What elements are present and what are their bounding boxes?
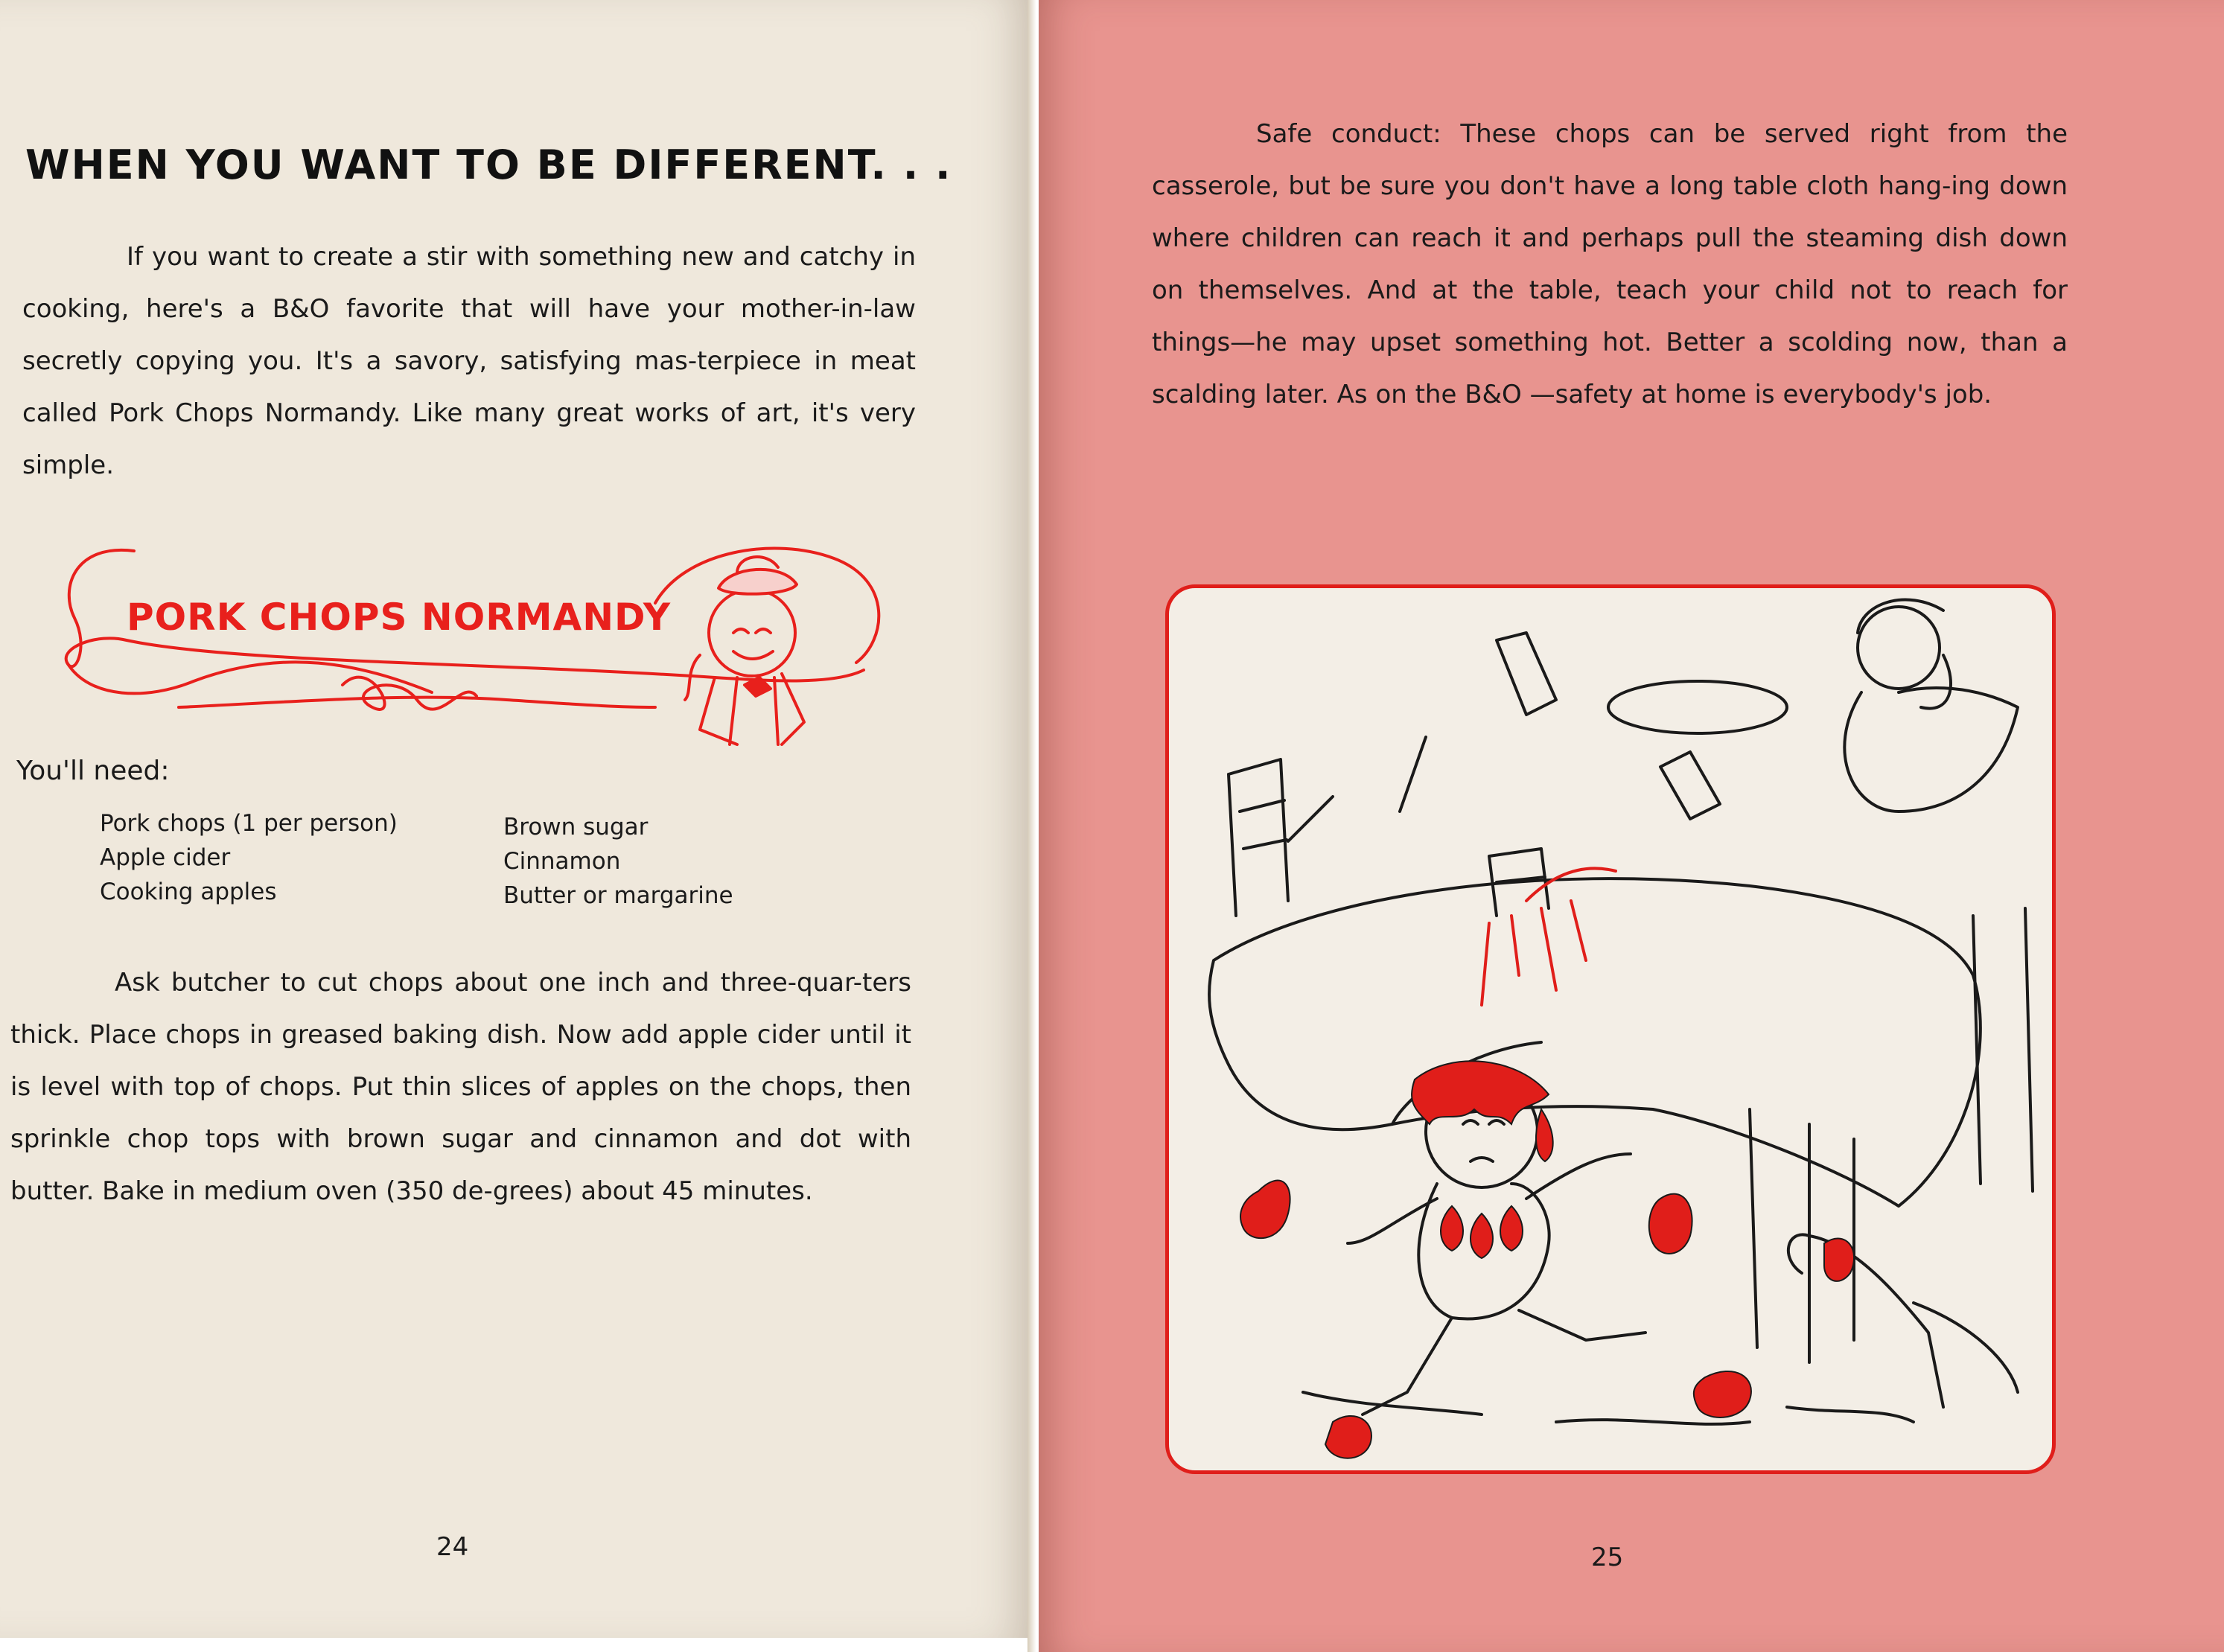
flying-chop-3 xyxy=(1824,1239,1854,1281)
flying-can xyxy=(1497,633,1556,715)
gravy-drip-1 xyxy=(1441,1206,1463,1251)
woman-body xyxy=(1844,688,2018,811)
red-motion-line-3 xyxy=(1541,908,1556,990)
flying-plate xyxy=(1608,681,1787,733)
dog xyxy=(1788,1234,2018,1407)
page-number-right: 25 xyxy=(1591,1543,1624,1572)
red-motion-line-1 xyxy=(1482,923,1489,1005)
flying-fork xyxy=(1400,737,1426,811)
chair-left xyxy=(1229,759,1288,916)
tablecloth xyxy=(1209,878,1981,1206)
ingredients-column-2 xyxy=(503,810,733,913)
red-motion-line-2 xyxy=(1511,916,1519,975)
ingredient-item: Brown sugar xyxy=(503,814,649,841)
gravy-drip-2 xyxy=(1471,1214,1493,1258)
gravy-splash xyxy=(1412,1061,1549,1124)
safety-paragraph: Safe conduct: These chops can be served right from the casserole, but be sure you don't have a long table cloth hang-ing down where children can reach it and perhaps pull the steaming dish down on themselves. And at the table, teach your child not to reach for things—he may upset something hot. Better a scolding now, than a scalding later. As on the B&O —safety at home is everybody's job. xyxy=(1152,119,2068,409)
gravy-drip-4 xyxy=(1536,1109,1553,1161)
flourish-knot xyxy=(342,677,477,709)
chef-hat-swirl xyxy=(655,549,879,663)
recipe-title: PORK CHOPS NORMANDY xyxy=(127,596,672,639)
red-spill-arc xyxy=(1526,868,1616,901)
floor-chop xyxy=(1325,1416,1371,1458)
you-need-label: You'll need: xyxy=(16,756,170,786)
kitchen-accident-drawing xyxy=(1169,588,2052,1470)
ingredient-item: Pork chops (1 per person) xyxy=(100,810,398,837)
ingredient-item: Cooking apples xyxy=(100,878,277,905)
boy-face xyxy=(1463,1120,1504,1161)
intro-paragraph: If you want to create a stir with something new and catchy in cooking, here's a B&O favorite that will have your mother-in-law secretly copying you. It's a savory, satisfying mas-terpiece in meat called Pork Chops Normandy. Like many great works of art, it's very simple. xyxy=(22,242,916,480)
flying-chop-1 xyxy=(1240,1181,1290,1239)
red-motion-line-4 xyxy=(1571,901,1586,960)
ingredient-item: Butter or margarine xyxy=(503,882,733,909)
woman-head xyxy=(1858,607,1940,689)
page-headline: WHEN YOU WANT TO BE DIFFERENT. . . xyxy=(25,141,952,188)
flying-cup xyxy=(1660,752,1720,819)
flying-chop-2 xyxy=(1649,1194,1692,1254)
flying-spoon xyxy=(1288,797,1333,841)
boy-legs xyxy=(1363,1310,1645,1415)
page-number-left: 24 xyxy=(436,1532,469,1562)
left-page xyxy=(0,0,1027,1638)
gravy-drip-3 xyxy=(1500,1206,1523,1251)
boy-arm-right xyxy=(1526,1154,1631,1199)
method-paragraph: Ask butcher to cut chops about one inch and three-quar-ters thick. Place chops in greased baking dish. Now add apple cider until it is level with top of chops. Put thin slices of apples on the chops, then sprinkle chop tops with brown sugar and cinnamon and dot with butter. Bake in medium oven (350 de-grees) about 45 minutes. xyxy=(10,968,911,1206)
chef-mascot xyxy=(685,557,804,744)
flying-chop-4 xyxy=(1694,1371,1751,1417)
ingredient-item: Cinnamon xyxy=(503,848,621,875)
ingredient-item: Apple cider xyxy=(100,844,231,871)
recipe-title-flourish xyxy=(45,521,916,774)
safety-illustration xyxy=(1165,584,2056,1474)
chair-right xyxy=(1973,908,2033,1191)
ingredients-column-1 xyxy=(100,806,398,909)
